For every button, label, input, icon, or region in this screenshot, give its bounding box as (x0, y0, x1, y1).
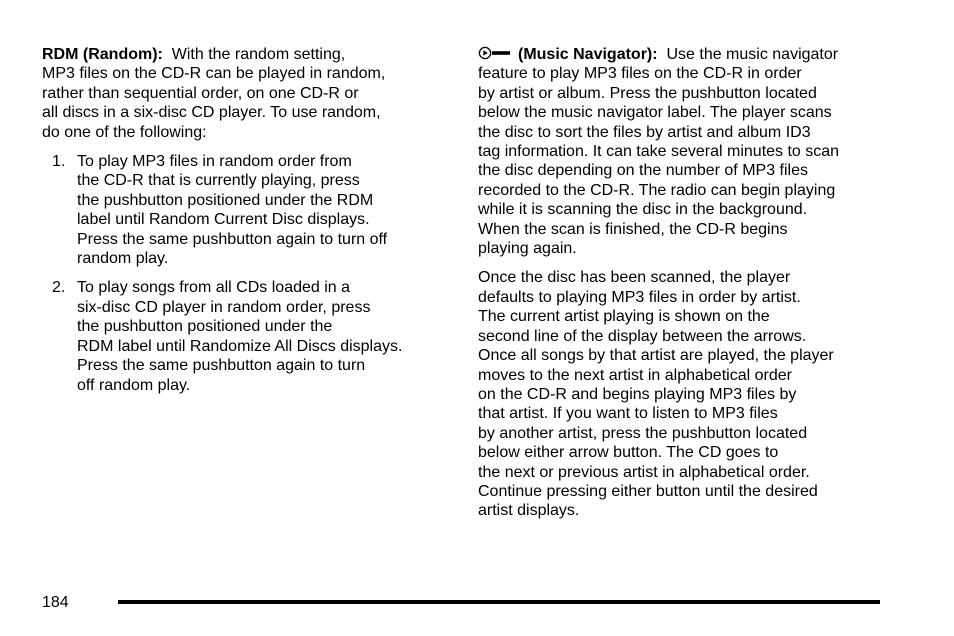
scan-paragraph (478, 268, 888, 520)
nav-line: while it is scanning the disc in the background. (478, 201, 808, 219)
scan-line: Once all songs by that artist are played, the player (478, 347, 834, 365)
list-item (42, 152, 452, 268)
list-line: the pushbutton positioned under the (77, 318, 333, 336)
rdm-intro-line: MP3 files on the CD-R can be played in random, (42, 65, 386, 83)
nav-line: Use the music navigator (666, 46, 839, 63)
nav-line: feature to play MP3 files on the CD-R in order (478, 65, 802, 83)
nav-line: playing again. (478, 240, 577, 258)
scan-line: The current artist playing is shown on the (478, 308, 770, 326)
left-column (42, 45, 452, 405)
nav-line: below the music navigator label. The player scans (478, 104, 832, 122)
nav-line: the disc to sort the files by artist and album ID3 (478, 123, 811, 141)
list-line: the CD-R that is currently playing, press (77, 172, 360, 190)
rdm-intro-line: With the random setting, (171, 46, 346, 63)
list-line: Press the same pushbutton again to turn (77, 357, 366, 375)
list-line: To play MP3 files in random order from (77, 153, 352, 171)
list-line: label until Random Current Disc displays. (77, 211, 370, 229)
scan-line: Once the disc has been scanned, the player (478, 269, 791, 287)
scan-line: moves to the next artist in alphabetical order (478, 366, 792, 384)
music-navigator-icon (478, 46, 514, 60)
rdm-intro-line: all discs in a six-disc CD player. To use random, (42, 104, 381, 122)
rdm-first-line (42, 45, 452, 64)
list-line: RDM label until Randomize All Discs displays. (77, 337, 403, 355)
scan-line: by another artist, press the pushbutton located (478, 424, 808, 442)
scan-line: the next or previous artist in alphabetical order. (478, 463, 810, 481)
rdm-heading: RDM (Random): (42, 46, 163, 63)
rdm-intro-line: do one of the following: (42, 123, 207, 141)
list-line: the pushbutton positioned under the RDM (77, 191, 374, 209)
list-line: off random play. (77, 376, 191, 394)
nav-heading: (Music Navigator): (518, 46, 658, 63)
nav-first-line (478, 45, 888, 64)
list-line: To play songs from all CDs loaded in a (77, 279, 351, 297)
scan-line: second line of the display between the arrows. (478, 327, 807, 345)
scan-line: on the CD-R and begins playing MP3 files by (478, 385, 797, 403)
rdm-paragraph (42, 45, 452, 142)
scan-line: artist displays. (478, 502, 580, 520)
footer-rule (118, 600, 880, 604)
list-line: random play. (77, 250, 169, 268)
scan-line: below either arrow button. The CD goes to (478, 444, 779, 462)
rdm-intro-line: rather than sequential order, on one CD-R or (42, 84, 359, 102)
scan-line: that artist. If you want to listen to MP3 files (478, 405, 778, 423)
nav-line: recorded to the CD-R. The radio can begin playing (478, 181, 836, 199)
nav-line: When the scan is finished, the CD-R begins (478, 220, 788, 238)
list-line: six-disc CD player in random order, press (77, 298, 371, 316)
music-navigator-paragraph (478, 45, 888, 258)
page-number: 184 (42, 594, 69, 611)
list-number: 2. (52, 279, 66, 297)
nav-line: by artist or album. Press the pushbutton located (478, 84, 817, 102)
list-item (42, 278, 452, 394)
nav-line: tag information. It can take several minutes to scan (478, 143, 840, 161)
list-number: 1. (52, 153, 66, 171)
scan-line: defaults to playing MP3 files in order by artist. (478, 288, 801, 306)
scan-line: Continue pressing either button until the desired (478, 482, 818, 500)
right-column (478, 45, 888, 531)
list-line: Press the same pushbutton again to turn off (77, 230, 388, 248)
nav-line: the disc depending on the number of MP3 files (478, 162, 808, 180)
